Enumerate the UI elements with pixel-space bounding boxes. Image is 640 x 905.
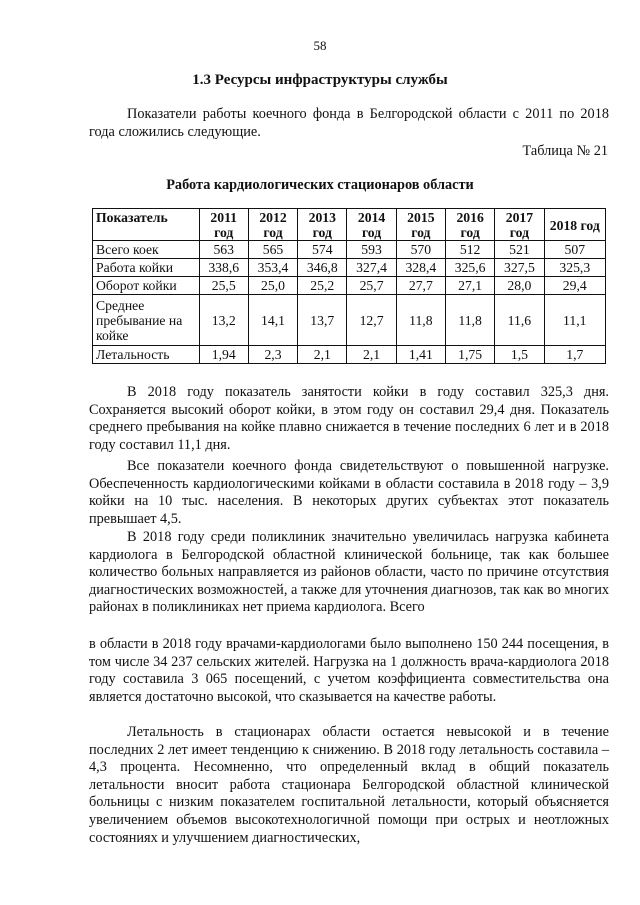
table-cell: 1,5 — [495, 346, 544, 364]
body-paragraph: В 2018 году среди поликлиник значительно увеличилась нагрузка кабинета кардиолога в Белгородской областной клинической больнице, так как большее количество больных направляется из районов области, часто по причине отсутствия диагностических возможностей, а также для уточнения диагнозов, так как во многих районах в поликлиниках нет приема кардиолога. Всего — [89, 529, 609, 616]
table-cell: 25,5 — [199, 277, 248, 295]
section-title: 1.3 Ресурсы инфраструктуры службы — [192, 72, 448, 88]
table-row — [93, 241, 606, 259]
table-cell: 1,75 — [445, 346, 494, 364]
table-cell: 13,7 — [298, 295, 347, 346]
table-cell: 593 — [347, 241, 396, 259]
table-cell: 25,0 — [248, 277, 297, 295]
header-year: 2012 год — [248, 209, 297, 241]
table-cell: 2,1 — [298, 346, 347, 364]
table-cell: 512 — [445, 241, 494, 259]
body-paragraph: Все показатели коечного фонда свидетельствуют о повышенной нагрузке. Обеспеченность кардиологическими койками в области составила в 2018 году – 3,9 койки на 10 тыс. населения. В некоторых других субъектах этот показатель превышает 4,5. — [89, 458, 609, 527]
table-cell: 1,7 — [544, 346, 605, 364]
table-cell: 27,1 — [445, 277, 494, 295]
header-label: Показатель — [93, 209, 200, 241]
table-cell: 11,1 — [544, 295, 605, 346]
header-year: 2014 год — [347, 209, 396, 241]
table-cell: 25,2 — [298, 277, 347, 295]
row-label: Летальность — [93, 346, 200, 364]
table-number: Таблица № 21 — [522, 143, 608, 159]
row-label: Работа койки — [93, 259, 200, 277]
table-cell: 13,2 — [199, 295, 248, 346]
row-label: Всего коек — [93, 241, 200, 259]
header-year: 2018 год — [544, 209, 605, 241]
table-header-row — [93, 209, 606, 241]
table-row — [93, 346, 606, 364]
intro-paragraph: Показатели работы коечного фонда в Белгородской области с 2011 по 2018 года сложились следующие. — [89, 106, 609, 140]
table-cell: 2,3 — [248, 346, 297, 364]
table-cell: 328,4 — [396, 259, 445, 277]
table-row — [93, 295, 606, 346]
table-row — [93, 259, 606, 277]
table-cell: 327,4 — [347, 259, 396, 277]
table-cell: 29,4 — [544, 277, 605, 295]
table-cell: 507 — [544, 241, 605, 259]
table-cell: 25,7 — [347, 277, 396, 295]
table-cell: 28,0 — [495, 277, 544, 295]
table-cell: 325,3 — [544, 259, 605, 277]
table-cell: 327,5 — [495, 259, 544, 277]
table-cell: 11,8 — [445, 295, 494, 346]
header-year: 2015 год — [396, 209, 445, 241]
table-cell: 1,94 — [199, 346, 248, 364]
cardiology-table — [92, 208, 606, 364]
table-cell: 338,6 — [199, 259, 248, 277]
table-cell: 353,4 — [248, 259, 297, 277]
table-cell: 11,8 — [396, 295, 445, 346]
page-number: 58 — [313, 38, 327, 53]
table-cell: 11,6 — [495, 295, 544, 346]
table-cell: 325,6 — [445, 259, 494, 277]
table-cell: 565 — [248, 241, 297, 259]
table-cell: 563 — [199, 241, 248, 259]
table-title: Работа кардиологических стационаров области — [166, 177, 474, 193]
header-year: 2011 год — [199, 209, 248, 241]
table-cell: 521 — [495, 241, 544, 259]
table-cell: 14,1 — [248, 295, 297, 346]
body-paragraph: Летальность в стационарах области остается невысокой и в течение последних 2 лет имеет тенденцию к снижению. В 2018 году летальность составила – 4,3 процента. Несомненно, что определенный вклад в общий показатель летальности вносит работа стационара Белгородской областной клинической больницы с низким показателем госпитальной летальности, который объясняется увеличением объемов высокотехнологичной помощи при острых и неотложных состояниях и улучшением диагностических, — [89, 724, 609, 846]
body-paragraph: в области в 2018 году врачами-кардиологами было выполнено 150 244 посещения, в том числе 34 237 сельских жителей. Нагрузка на 1 должность врача-кардиолога 2018 году составила 3 065 посещений, с учетом коэффициента совместительства она является достаточно высокой, что сказывается на качестве работы. — [89, 636, 609, 705]
body-paragraph: В 2018 году показатель занятости койки в году составил 325,3 дня. Сохраняется высокий оборот койки, в этом году он составил 29,4 дня. Показатель среднего пребывания на койке плавно снижается в течение последних 6 лет и в 2018 году составил 11,1 дня. — [89, 384, 609, 453]
table-cell: 574 — [298, 241, 347, 259]
row-label: Оборот койки — [93, 277, 200, 295]
header-year: 2013 год — [298, 209, 347, 241]
table-cell: 12,7 — [347, 295, 396, 346]
row-label: Среднее пребывание на койке — [93, 295, 200, 346]
header-year: 2016 год — [445, 209, 494, 241]
table-row — [93, 277, 606, 295]
table-cell: 570 — [396, 241, 445, 259]
table-cell: 27,7 — [396, 277, 445, 295]
table-cell: 1,41 — [396, 346, 445, 364]
table-cell: 346,8 — [298, 259, 347, 277]
table-cell: 2,1 — [347, 346, 396, 364]
header-year: 2017 год — [495, 209, 544, 241]
